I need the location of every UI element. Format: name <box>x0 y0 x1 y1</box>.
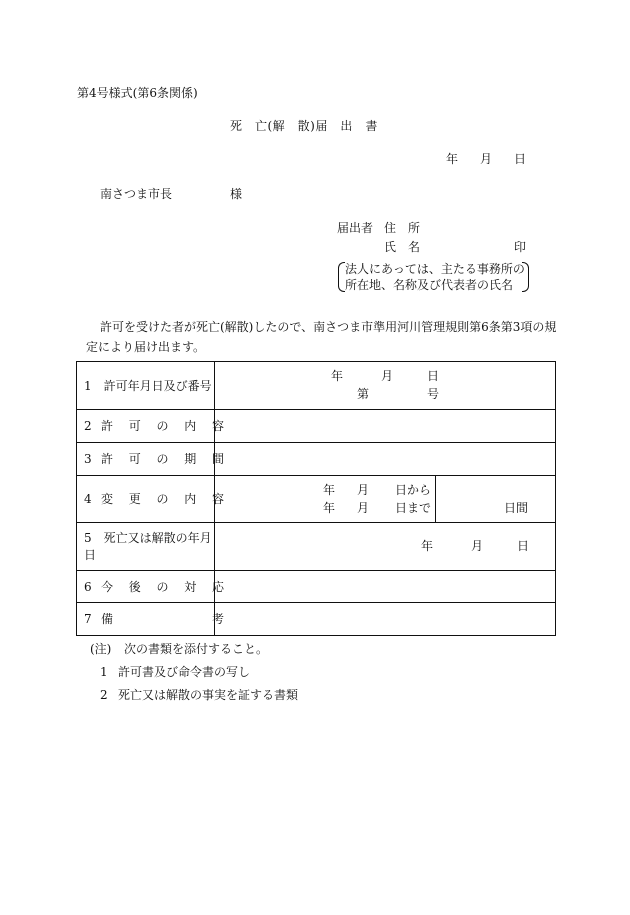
corporate-note-line2: 所在地、名称及び代表者の氏名 <box>345 278 514 292</box>
table-row-change-content <box>77 476 556 523</box>
addressee-honorific: 様 <box>230 187 243 201</box>
body-text-line1: 許可を受けた者が死亡(解散)したので、南さつま市準用河川管理規則第6条第3項の規 <box>100 320 557 334</box>
row1-label-cell <box>77 362 215 410</box>
row4-label-cell <box>77 476 224 523</box>
row5-day: 日 <box>517 539 530 553</box>
row1-number-prefix: 第 <box>357 387 370 401</box>
name-label: 氏 名 <box>384 240 421 254</box>
row4-from-day: 日から <box>395 483 432 497</box>
notification-table <box>76 361 556 636</box>
corporate-note-line1: 法人にあっては、主たる事務所の <box>345 262 525 276</box>
table-row-death-date <box>77 523 556 571</box>
row6-label: 今 後 の 対 応 <box>101 579 224 594</box>
row4-number: 4 <box>84 492 92 506</box>
document-title: 死 亡(解 散)届 出 書 <box>230 119 378 133</box>
row7-value-cell[interactable] <box>215 603 556 636</box>
row7-label-cell <box>77 603 224 636</box>
note-bracket-left <box>338 262 345 292</box>
date-day-label: 日 <box>514 152 527 166</box>
row6-value-cell[interactable] <box>215 571 556 603</box>
row5-number: 5 <box>84 531 92 545</box>
date-year-label: 年 <box>446 152 459 166</box>
row7-label: 備 考 <box>101 612 224 626</box>
row3-label: 許 可 の 期 間 <box>101 452 224 466</box>
body-text-line2: 定により届け出ます。 <box>86 340 206 354</box>
row4-from-month: 月 <box>357 483 370 497</box>
note-item-text: 死亡又は解散の事実を証する書類 <box>118 688 299 702</box>
row2-label: 許 可 の 内 容 <box>101 419 224 433</box>
row2-number: 2 <box>84 419 92 433</box>
row5-value-cell[interactable] <box>215 523 556 571</box>
row3-value-cell[interactable] <box>215 443 556 476</box>
row5-label-cell <box>77 523 215 571</box>
applicant-label: 届出者 <box>337 221 374 235</box>
address-label: 住 所 <box>384 221 421 235</box>
row4-to-year: 年 <box>323 501 336 515</box>
row6-label-cell <box>77 571 224 603</box>
row1-value-cell[interactable] <box>215 362 556 410</box>
note-item-number: 1 <box>100 665 108 679</box>
note-item-text: 許可書及び命令書の写し <box>118 665 251 679</box>
row4-to-month: 月 <box>357 501 370 515</box>
row5-label-line2: 日 <box>84 548 97 562</box>
row4-label: 変 更 の 内 容 <box>101 492 224 506</box>
row4-value-cell[interactable] <box>215 476 556 523</box>
row1-number: 1 <box>84 378 92 393</box>
table-row-permit-period <box>77 443 556 476</box>
notes-heading: (注) <box>90 642 112 656</box>
table-row-remarks <box>77 603 556 636</box>
notes-intro: 次の書類を添付すること。 <box>124 642 269 656</box>
row5-label-line1: 死亡又は解散の年月 <box>103 531 212 545</box>
seal-mark: 印 <box>514 240 527 254</box>
note-item-number: 2 <box>100 688 108 702</box>
row2-value-cell[interactable] <box>215 410 556 443</box>
date-month-label: 月 <box>480 152 493 166</box>
row1-month: 月 <box>381 369 394 383</box>
row4-days: 日間 <box>504 501 529 515</box>
row1-year: 年 <box>331 369 344 383</box>
table-row-future-action <box>77 571 556 603</box>
table-row-permit-date <box>77 362 556 410</box>
row4-to-day: 日まで <box>395 501 432 515</box>
row2-label-cell <box>77 410 224 443</box>
row1-day: 日 <box>427 369 440 383</box>
row3-number: 3 <box>84 452 92 466</box>
row5-month: 月 <box>471 539 484 553</box>
row7-number: 7 <box>84 612 92 626</box>
row3-label-cell <box>77 443 224 476</box>
addressee-name: 南さつま市長 <box>100 187 173 201</box>
form-number: 第4号様式(第6条関係) <box>77 86 198 100</box>
row1-number-suffix: 号 <box>427 387 440 401</box>
row6-number: 6 <box>84 579 92 594</box>
row1-label: 許可年月日及び番号 <box>103 378 212 393</box>
table-row-permit-content <box>77 410 556 443</box>
row4-divider <box>435 476 436 522</box>
row4-from-year: 年 <box>323 483 336 497</box>
row5-year: 年 <box>421 539 434 553</box>
